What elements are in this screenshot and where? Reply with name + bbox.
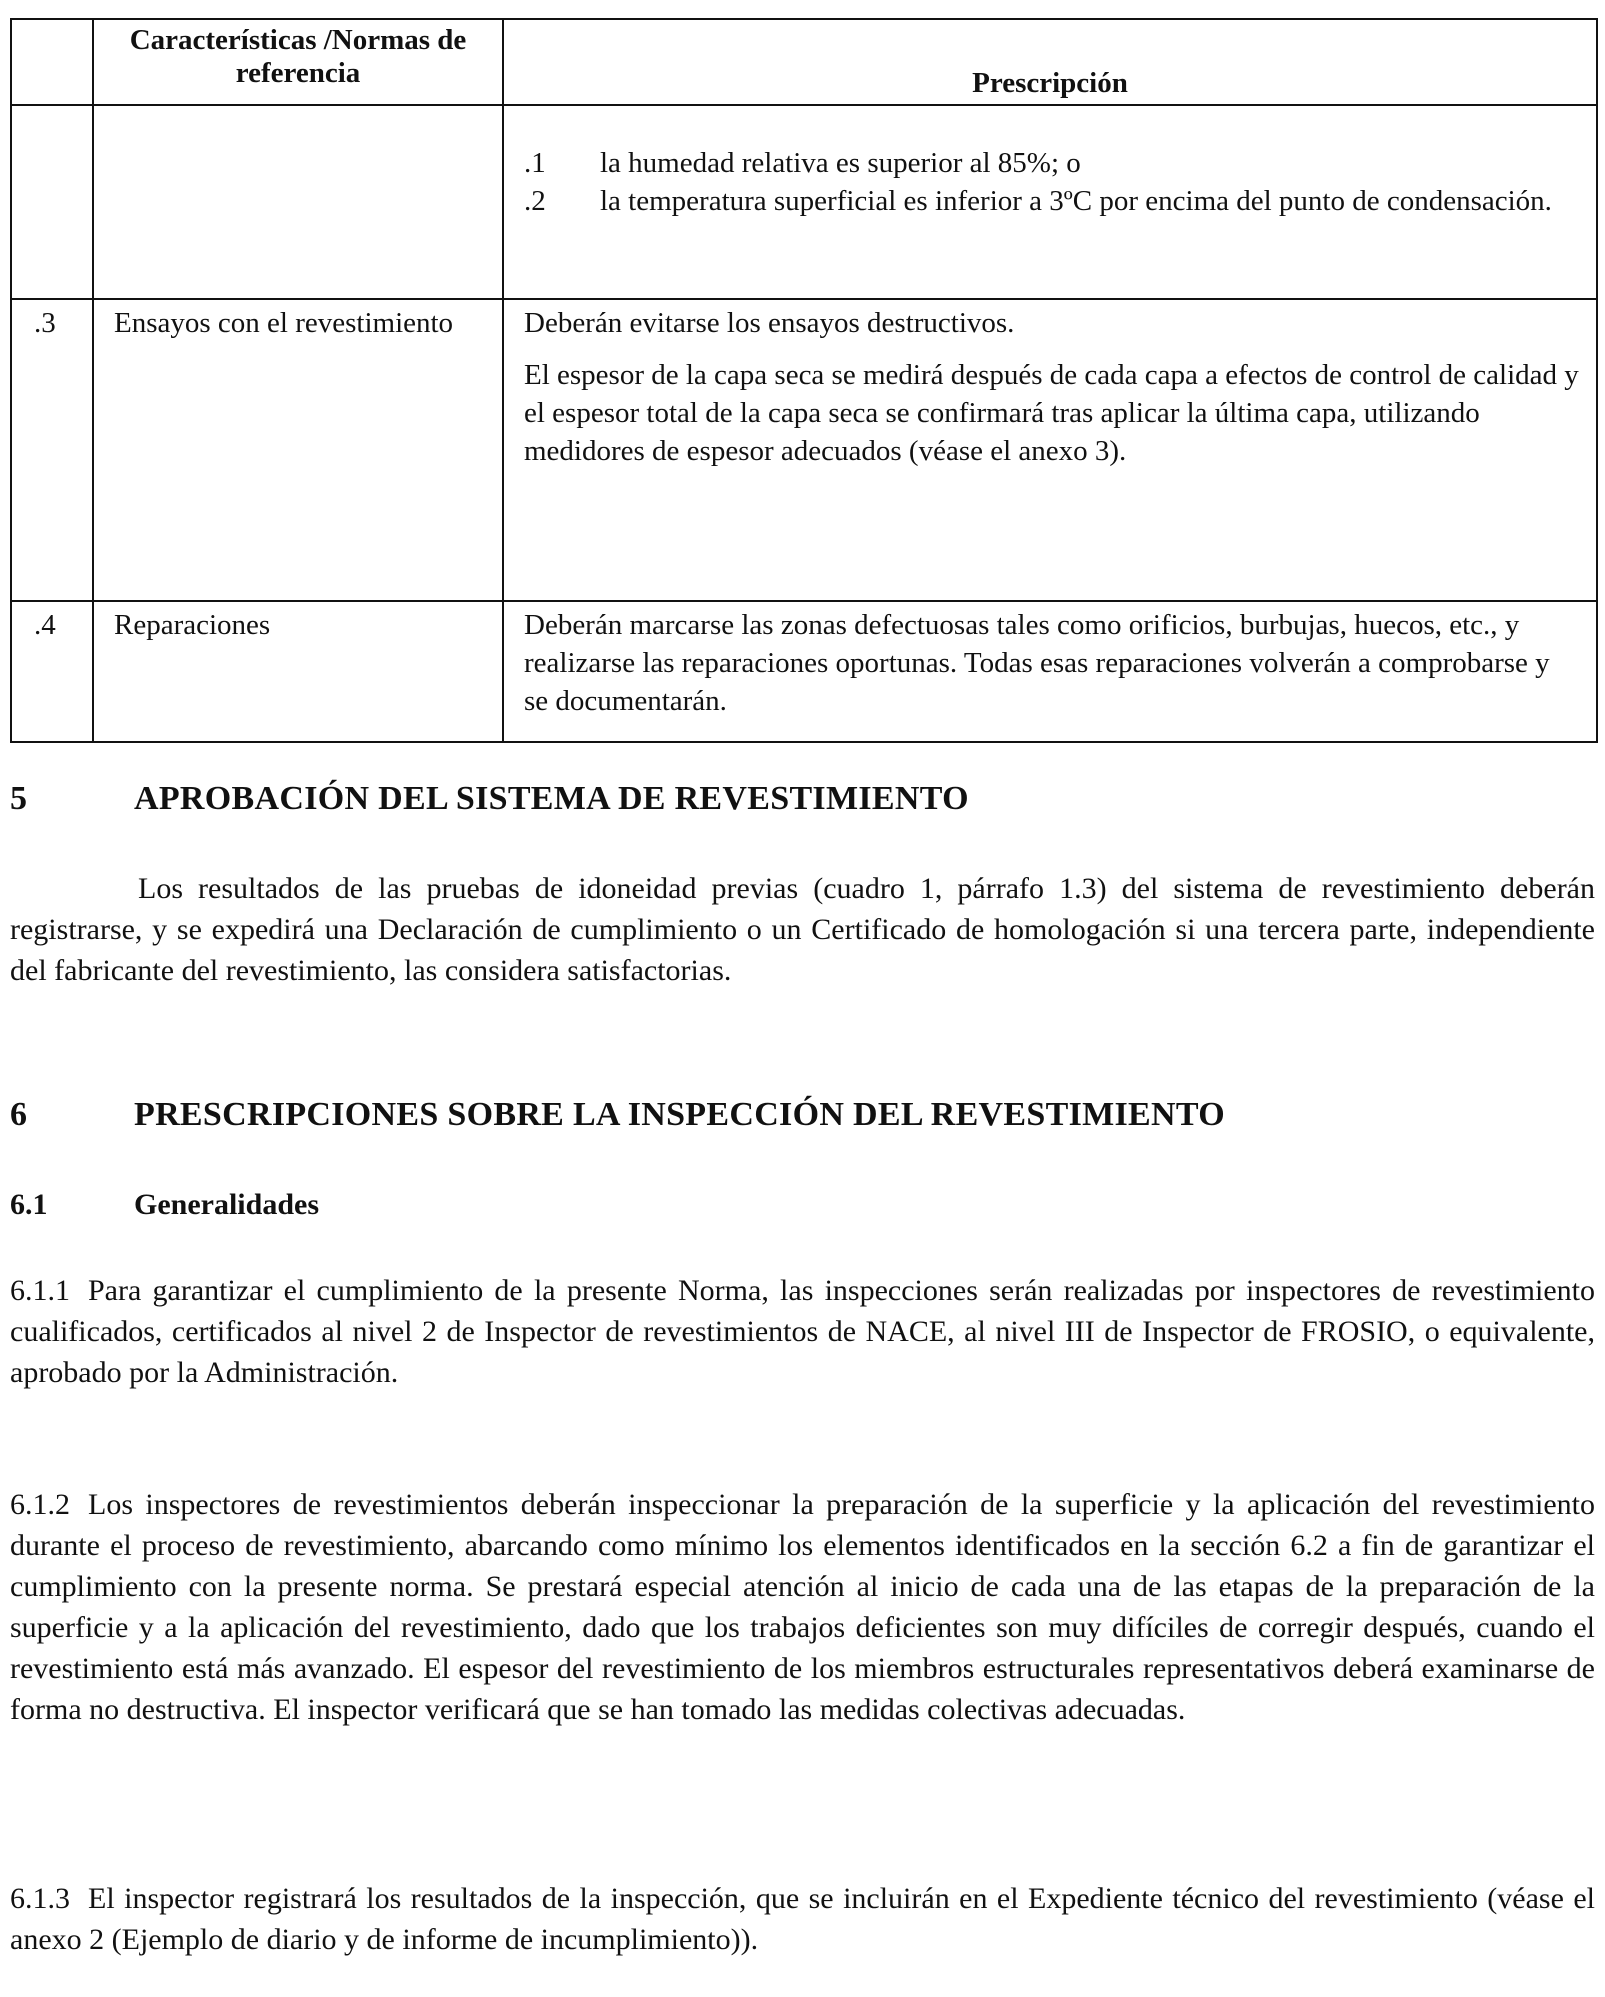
paragraph-6-1-3	[10, 1878, 1595, 1960]
paragraph-text: Los inspectores de revestimientos deberán inspeccionar la preparación de la superficie y la aplicación del revestimiento durante el proceso de revestimiento, abarcando como mínimo los elementos identificados en la sección 6.2 a fin de garantizar el cumplimiento con la presente norma. Se prestará especial atención al inicio de cada una de las etapas de la preparación de la superficie y a la aplicación del revestimiento, dado que los trabajos deficientes son muy difíciles de corregir después, cuando el revestimiento está más avanzado. El espesor del revestimiento de los miembros estructurales representativos deberá examinarse de forma no destructiva. El inspector verificará que se han tomado las medidas colectivas adecuadas.	[10, 1488, 1595, 1726]
row-prescription-cell	[503, 299, 1597, 601]
section-number: 5	[10, 780, 28, 817]
row-number-cell	[11, 105, 93, 299]
list-item	[524, 144, 1580, 182]
header-cell-number	[11, 19, 93, 105]
section-title: PRESCRIPCIONES SOBRE LA INSPECCIÓN DEL REVESTIMIENTO	[134, 1096, 1225, 1133]
subsection-6-1-heading	[10, 1188, 319, 1222]
row-feature-cell	[93, 105, 503, 299]
paragraph-text: Para garantizar el cumplimiento de la presente Norma, las inspecciones serán realizadas por inspectores de revestimiento cualificados, certificados al nivel 2 de Inspector de revestimientos de NACE, al nivel III de Inspector de FROSIO, o equivalente, aprobado por la Administración.	[10, 1274, 1595, 1389]
header-cell-prescription: Prescripción	[503, 19, 1597, 105]
list-item-text: la humedad relativa es superior al 85%; o	[600, 147, 1081, 179]
subsection-number: 6.1	[10, 1188, 48, 1221]
section-number: 6	[10, 1096, 28, 1133]
paragraph-number: 6.1.1	[10, 1274, 70, 1307]
list-item-text: la temperatura superficial es inferior a 3ºC por encima del punto de condensación.	[600, 185, 1552, 217]
prescription-paragraph: Deberán evitarse los ensayos destructivos.	[524, 307, 1015, 339]
table-row	[11, 601, 1597, 742]
list-item-number: .2	[524, 185, 546, 217]
subsection-title: Generalidades	[134, 1188, 319, 1221]
prescription-paragraph: El espesor de la capa seca se medirá después de cada capa a efectos de control de calidad y el espesor total de la capa seca se confirmará tras aplicar la última capa, utilizando medidores de espesor adecuados (véase el anexo 3).	[524, 359, 1579, 467]
paragraph-6-1-1	[10, 1270, 1595, 1393]
section-5-paragraph: Los resultados de las pruebas de idoneidad previas (cuadro 1, párrafo 1.3) del sistema de revestimiento deberán registrarse, y se expedirá una Declaración de cumplimiento o un Certificado de homologación si una tercera parte, independiente del fabricante del revestimiento, las considera satisfactorias.	[10, 872, 1595, 987]
section-6-heading	[10, 1096, 1225, 1134]
condition-list	[524, 144, 1580, 220]
table-row	[11, 299, 1597, 601]
requirements-table	[10, 18, 1598, 743]
row-number-cell: .4	[11, 601, 93, 742]
table-row	[11, 105, 1597, 299]
section-title: APROBACIÓN DEL SISTEMA DE REVESTIMIENTO	[134, 780, 969, 817]
row-feature-cell: Ensayos con el revestimiento	[93, 299, 503, 601]
paragraph-6-1-2	[10, 1484, 1595, 1730]
list-item-number: .1	[524, 147, 546, 179]
paragraph-text: El inspector registrará los resultados de la inspección, que se incluirán en el Expediente técnico del revestimiento (véase el anexo 2 (Ejemplo de diario y de informe de incumplimiento)).	[10, 1882, 1595, 1956]
paragraph-number: 6.1.2	[10, 1488, 70, 1521]
paragraph-number: 6.1.3	[10, 1882, 70, 1915]
row-prescription-cell	[503, 601, 1597, 742]
header-cell-characteristics: Características /Normas de referencia	[93, 19, 503, 105]
section-5-heading	[10, 780, 969, 818]
table-header-row	[11, 19, 1597, 105]
prescription-paragraph: Deberán marcarse las zonas defectuosas tales como orificios, burbujas, huecos, etc., y realizarse las reparaciones oportunas. Todas esas reparaciones volverán a comprobarse y se documentarán.	[524, 609, 1550, 717]
list-item	[524, 182, 1580, 220]
row-feature-cell: Reparaciones	[93, 601, 503, 742]
row-prescription-cell	[503, 105, 1597, 299]
row-number-cell: .3	[11, 299, 93, 601]
